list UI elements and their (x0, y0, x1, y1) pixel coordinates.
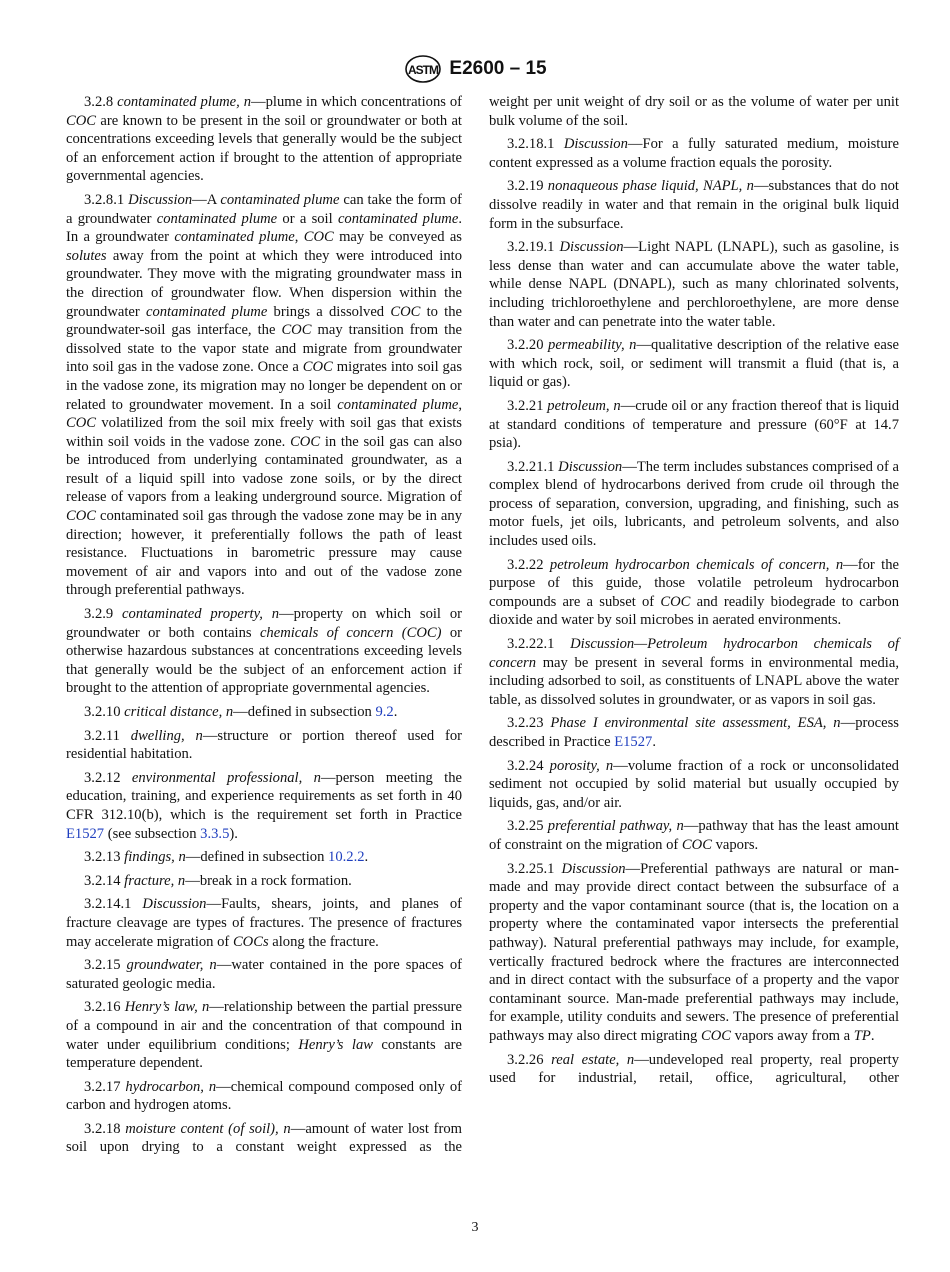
body-text: or otherwise hazardous substances at concentrations exceeding levels that generally would be the subject of an enforcement action if brought to the attention of appropriate governmental agencies. (66, 624, 462, 697)
body-text: . In a groundwater (66, 210, 462, 246)
section-number: 3.2.9 (84, 606, 123, 623)
italic-term: critical distance, n (124, 704, 234, 720)
definition-paragraph (489, 757, 899, 813)
definition-paragraph (489, 635, 899, 709)
section-number: 3.2.21.1 (507, 458, 559, 475)
left-column (66, 93, 462, 1162)
body-text: —defined in subsection (233, 704, 376, 720)
body-text: are known to be present in the soil or groundwater or both at concentrations exceeding levels that generally would be the subject of an enforcement action if brought to the attention of appropriate governmental agencies. (66, 112, 462, 185)
italic-term: COC (66, 415, 97, 432)
body-text: away from the point at which they were introduced into groundwater. They move with the migrating groundwater mass in the direction of groundwater flow. When dispersion within the groundwater (66, 247, 462, 320)
body-text: —Preferential pathways are natural or man-made and may provide direct contact between the subsurface of a property and the vapor contaminant source (that is, the location on a property where the contaminated vapor intersects the preferential pathway). Natural preferential pathways may include, for example, vertically fractured bedrock where the fractures are interconnected and in direct contact with the subsurface of a property and the vapor contaminant source. Man-made preferential pathways may include, for example, utility conduits and sewers. The presence of preferential pathways may also direct migrating (489, 860, 900, 1044)
body-text: may be conveyed as (333, 229, 462, 246)
italic-term: Discussion (142, 896, 207, 913)
italic-term: COC (700, 1027, 731, 1044)
italic-term: contaminated property, n (122, 606, 280, 623)
section-number: 3.2.26 (507, 1051, 552, 1068)
body-text: —water contained in the pore spaces of saturated geologic media. (66, 957, 462, 992)
italic-term: COC (390, 303, 421, 320)
italic-term: fracture, n (124, 872, 186, 889)
definition-paragraph (66, 895, 462, 951)
body-text: —volume fraction of a rock or unconsolidated sediment not occupied by solid material but usually occupied by liquids, gas, and/or air. (489, 757, 899, 811)
body-text: ). (229, 825, 238, 842)
italic-term: chemicals of concern (COC) (259, 624, 442, 641)
definition-paragraph (66, 605, 462, 698)
italic-term: Discussion (563, 136, 628, 153)
body-text: —relationship between the partial pressure of a compound in air and the concentration of that compound in water under equilibrium conditions; (66, 999, 462, 1053)
italic-term: nonaqueous phase liquid, NAPL, n (547, 178, 754, 195)
body-text: —qualitative description of the relative ease with which rock, soil, or sediment will transmit a fluid (that is, a liquid or gas). (489, 337, 899, 391)
italic-term: permeability, n (548, 337, 637, 354)
section-number: 3.2.14 (84, 872, 125, 889)
definition-paragraph (66, 1120, 462, 1157)
definition-paragraph (489, 135, 899, 172)
definition-paragraph (489, 93, 899, 130)
section-number: 3.2.18 (84, 1120, 126, 1137)
italic-term: environmental professional, n (131, 769, 321, 786)
italic-term: TP (853, 1027, 871, 1044)
section-number: 3.2.22 (507, 556, 550, 573)
body-text: constants are temperature dependent. (66, 1036, 462, 1072)
cross-reference-link[interactable]: 10.2.2 (328, 849, 365, 866)
definition-paragraph (66, 1078, 462, 1115)
definition-paragraph (489, 1051, 899, 1088)
body-text: —Light NAPL (LNAPL), such as gasoline, is less dense than water and can accumulate above the water table, while dense NAPL (DNAPL), such as many chlorinated solvents, including trichloroethylene and perchloroethylene, are more dense than water and can penetrate into the water table. (489, 239, 900, 330)
document-designation: E2600 – 15 (449, 58, 547, 79)
cross-reference-link[interactable]: E1527 (614, 734, 653, 750)
definition-paragraph (66, 872, 462, 891)
italic-term: Henry’s law, n (124, 999, 210, 1016)
body-text: vapors. (711, 836, 759, 853)
section-number: 3.2.24 (507, 757, 550, 774)
italic-term: Discussion—Petroleum hydrocarbon chemicals of concern (489, 636, 900, 671)
section-number: 3.2.14.1 (84, 896, 143, 913)
body-text: —A (192, 191, 221, 208)
section-number: 3.2.11 (84, 727, 131, 744)
definition-paragraph (66, 998, 462, 1072)
italic-term: COC (290, 433, 321, 450)
italic-term: contaminated plume, n (117, 94, 251, 110)
italic-term: moisture content (of soil), n (125, 1120, 291, 1137)
definition-paragraph (489, 817, 899, 854)
section-number: 3.2.23 (507, 715, 551, 732)
definition-paragraph (66, 727, 462, 764)
body-text: —break in a rock formation. (185, 872, 352, 889)
italic-term: Henry’s law (298, 1036, 373, 1053)
section-number: 3.2.10 (84, 704, 125, 720)
italic-term: COC (281, 322, 312, 339)
cross-reference-link[interactable]: 3.3.5 (200, 825, 230, 842)
cross-reference-link[interactable]: E1527 (66, 825, 105, 842)
definition-paragraph (489, 336, 899, 392)
body-text: in the soil gas can also be introduced from underlying contaminated groundwater, as a result of a liquid spill into vadose zone soils, or by the direct release of vapors from a leaking underground source. Migration of (66, 433, 462, 506)
italic-term: COC (303, 229, 334, 246)
section-number: 3.2.15 (84, 957, 127, 974)
page-header (0, 54, 950, 84)
svg-text:ASTM: ASTM (408, 63, 439, 77)
definition-paragraph (489, 860, 899, 1046)
section-number: 3.2.25.1 (507, 860, 562, 877)
section-number: 3.2.8 (84, 94, 118, 110)
body-text: , (458, 396, 462, 413)
body-text: . (364, 849, 369, 866)
italic-term: contaminated plume (337, 396, 459, 413)
definition-paragraph (66, 769, 462, 843)
body-text: —The term includes substances comprised of a complex blend of hydrocarbons derived from crude oil through the process of separation, conversion, upgrading, and finishing, such as motor fuels, jet oils, lubricants, and petroleum solvents, and also includes used oils. (489, 458, 900, 550)
right-column (489, 93, 899, 1093)
body-text: —structure or portion thereof used for residential habitation. (66, 727, 463, 763)
body-text: (see subsection (104, 825, 201, 842)
body-text: volatilized from the soil mix freely with soil gas that exists within soil voids in the vadose zone. (66, 415, 462, 450)
definition-paragraph (66, 191, 462, 600)
body-text: —property on which soil or groundwater or both contains (66, 606, 462, 641)
section-number: 3.2.20 (507, 337, 549, 354)
body-text: —crude oil or any fraction thereof that is liquid at standard conditions of temperature and pressure (60°F at 14.7 psia). (489, 397, 899, 452)
section-number: 3.2.13 (84, 849, 125, 866)
body-text: may be present in several forms in environmental media, including adsorbed to soil, as constituents of LNAPL above the water table, as dissolved solutes in groundwater, or as vapors in soil gas. (489, 654, 899, 708)
body-text: —amount of water lost from soil upon drying to a constant weight expressed as the (66, 1120, 463, 1156)
body-text: —person meeting the education, training, and experience requirements as set forth in 40 CFR 312.10(b), which is the requirement set forth in Practice (66, 769, 462, 823)
italic-term: COCs (232, 933, 269, 950)
body-text: , (294, 229, 304, 246)
italic-term: solutes (66, 247, 107, 264)
body-text: or a soil (277, 210, 338, 227)
italic-term: contaminated plume (174, 229, 295, 246)
body-text: can take the form of a groundwater (66, 191, 462, 227)
body-text: . (652, 734, 656, 750)
definition-paragraph (66, 956, 462, 993)
italic-term: Discussion (559, 239, 624, 256)
italic-term: Discussion (561, 860, 626, 877)
section-number: 3.2.12 (84, 769, 132, 786)
definition-paragraph (66, 848, 462, 867)
italic-term: petroleum, n (547, 397, 621, 414)
italic-term: groundwater, n (126, 957, 217, 974)
body-text: vapors away from a (730, 1027, 854, 1044)
section-number: 3.2.18.1 (507, 136, 564, 153)
definition-paragraph (489, 714, 899, 751)
italic-term: Phase I environmental site assessment, ESA, n (550, 715, 841, 732)
italic-term: Discussion (558, 458, 623, 475)
body-text: contaminated soil gas through the vadose zone may be in any direction; however, it preferentially follows the path of least resistance. Fluctuations in barometric pressure may cause movement of air and vapors into and out of the vadose zone through preferential pathways. (66, 508, 462, 599)
italic-term: COC (66, 508, 97, 525)
body-text: —undeveloped real property, real property used for industrial, retail, office, agricultural, other (489, 1051, 900, 1087)
body-text: —Faults, shears, joints, and planes of fracture cleavage are types of fractures. The presence of fractures may accelerate migration of (66, 896, 462, 950)
italic-term: COC (681, 836, 712, 853)
definition-paragraph (489, 238, 899, 331)
definition-paragraph (489, 177, 899, 233)
definition-paragraph (489, 556, 899, 630)
body-text: —chemical compound composed only of carbon and hydrogen atoms. (66, 1078, 463, 1114)
body-text: to the groundwater-soil gas interface, the (66, 303, 462, 339)
italic-term: preferential pathway, n (547, 818, 684, 835)
italic-term: porosity, n (549, 757, 614, 774)
section-number: 3.2.16 (84, 999, 125, 1016)
body-text: weight per unit weight of dry soil or as the volume of water per unit bulk volume of the soil. (489, 94, 899, 129)
body-text: —plume in which concentrations of (251, 94, 462, 110)
italic-term: real estate, n (551, 1051, 635, 1068)
italic-term: dwelling, n (130, 727, 203, 744)
section-number: 3.2.17 (84, 1078, 126, 1095)
section-number: 3.2.25 (507, 818, 548, 835)
body-text: —for the purpose of this guide, those volatile petroleum hydrocarbon compounds are a subset of (489, 556, 899, 610)
section-number: 3.2.8.1 (84, 191, 129, 208)
body-text: —process described in Practice (489, 715, 899, 750)
body-text: —pathway that has the least amount of constraint on the migration of (489, 818, 899, 853)
body-text: may transition from the dissolved state to the vapor state and migrate from groundwater into soil gas in the vadose zone. Once a (66, 322, 462, 376)
definition-paragraph (66, 93, 462, 186)
italic-term: petroleum hydrocarbon chemicals of concern, n (549, 556, 844, 573)
body-text: brings a dissolved (267, 303, 391, 320)
body-text: . (870, 1027, 875, 1044)
section-number: 3.2.21 (507, 397, 548, 414)
body-text: and readily biodegrade to carbon dioxide and water by soil microbes in aerated environments. (489, 593, 900, 629)
body-text: —For a fully saturated medium, moisture content expressed as a volume fraction equals the porosity. (489, 136, 899, 171)
body-text: along the fracture. (268, 933, 379, 950)
italic-term: contaminated plume (220, 191, 340, 208)
italic-term: contaminated plume (145, 303, 268, 320)
astm-logo-icon (403, 54, 443, 84)
section-number: 3.2.19 (507, 178, 548, 195)
italic-term: hydrocarbon, n (125, 1078, 217, 1095)
italic-term: contaminated plume (337, 210, 459, 227)
body-text: . (393, 704, 398, 720)
italic-term: COC (660, 593, 691, 610)
page-number: 3 (471, 1220, 479, 1235)
cross-reference-link[interactable]: 9.2 (375, 704, 394, 720)
italic-term: findings, n (124, 849, 186, 866)
definition-paragraph (489, 397, 899, 453)
definition-paragraph (66, 703, 462, 722)
section-number: 3.2.22.1 (507, 636, 571, 653)
section-number: 3.2.19.1 (507, 239, 560, 256)
body-text: —defined in subsection (185, 849, 329, 866)
body-text: migrates into soil gas in the vadose zone, its migration may no longer be dependent on or related to groundwater movement. In a soil (66, 359, 463, 413)
italic-term: COC (302, 359, 333, 376)
italic-term: COC (66, 112, 97, 129)
body-text: —substances that do not dissolve readily in water and that remain in the original bulk liquid form in the subsurface. (489, 178, 899, 232)
italic-term: contaminated plume (156, 210, 278, 227)
italic-term: Discussion (128, 191, 193, 208)
definition-paragraph (489, 458, 899, 551)
